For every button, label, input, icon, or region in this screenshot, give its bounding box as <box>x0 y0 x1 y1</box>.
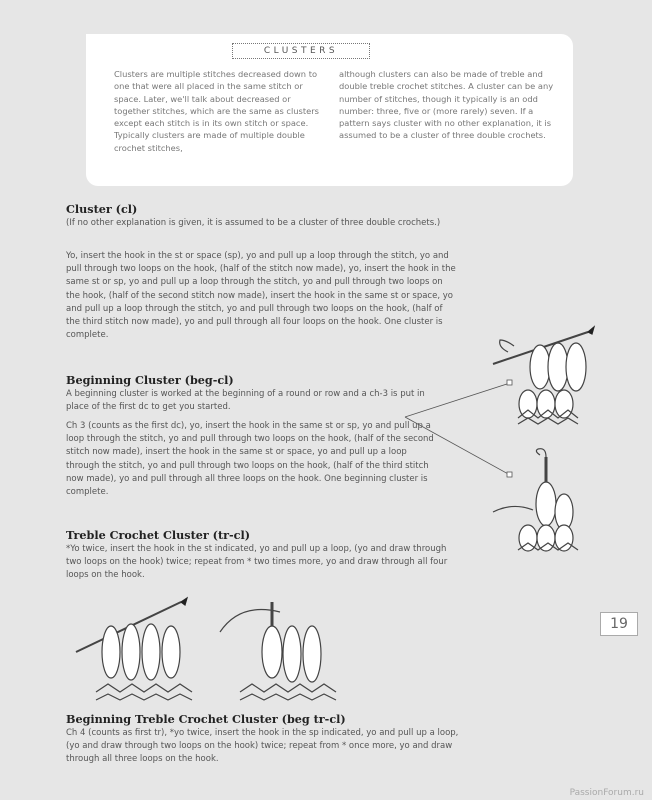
beg-tr-cluster-body: Ch 4 (counts as first tr), *yo twice, insert the hook in the sp indicated, yo and pull up a loop, (yo and draw through two loops on the hook) twice; repeat from * once more, yo and draw through all three loops on the hook. <box>66 728 459 765</box>
tr-cluster-illustration-right <box>210 592 350 707</box>
cluster-body: Yo, insert the hook in the st or space (sp), yo and pull up a loop through the stitch, yo and pull through two loops on the hook, (half of the stitch now made), yo, insert the hook in the same st or sp, yo and pull up a loop through the stitch, yo and pull through two loops on the hook, (half of the second stitch now made), insert the hook in the same st or space, yo and pull up a loop through the stitch, yo and pull through two loops on the hook, (half of the third stitch now made), yo and pull through all four loops on the hook. One cluster is complete. <box>66 251 456 341</box>
sidebar-title: CLUSTERS <box>232 43 370 59</box>
cluster-heading: Cluster (cl) <box>66 202 138 216</box>
watermark: PassionForum.ru <box>569 788 644 798</box>
tr-cluster-illustration-left <box>66 592 206 707</box>
tr-cluster-body: *Yo twice, insert the hook in the st indicated, yo and pull up a loop, (yo and draw through two loops on the hook) twice; repeat from * two times more, yo and draw through all four loops on the hook. <box>66 544 448 581</box>
sidebar-text-col2: although clusters can also be made of treble and double treble crochet stitches. A cluster can be any number of stitches, though it typically is an odd number: three, five or (more rarely) seven. If a pattern says cluster with no other explanation, it is assumed to be a cluster of three double crochets. <box>339 69 554 141</box>
beg-cluster-intro: A beginning cluster is worked at the beginning of a round or row and a ch-3 is put in place of the first dc to get you started. <box>66 389 425 413</box>
sidebar-text-col1: Clusters are multiple stitches decreased down to one that were all placed in the same stitch or space. Later, we'll talk about decreased or together stitches, which are the same as clusters except each stitch is in its own stitch or space. Typically clusters are made of multiple double crochet stitches, <box>114 69 319 153</box>
beg-cluster-heading: Beginning Cluster (beg-cl) <box>66 373 234 387</box>
page-number: 19 <box>600 612 638 636</box>
cluster-note: (If no other explanation is given, it is assumed to be a cluster of three double crochets.) <box>66 218 441 228</box>
beg-tr-cluster-heading: Beginning Treble Crochet Cluster (beg tr-cl) <box>66 712 346 726</box>
beg-cluster-body: Ch 3 (counts as the first dc), yo, insert the hook in the same st or sp, yo and pull up a loop through the stitch, yo and pull through two loops on the hook, (half of the second stitch now made), insert the hook in the same st or space, yo and pull up a loop through the stitch, yo and pull through two loops on the hook, (half of the third stitch now made), yo and pull through all three loops on the hook. One beginning cluster is complete. <box>66 421 434 498</box>
tr-cluster-heading: Treble Crochet Cluster (tr-cl) <box>66 528 251 542</box>
illustration-connector <box>400 375 520 485</box>
